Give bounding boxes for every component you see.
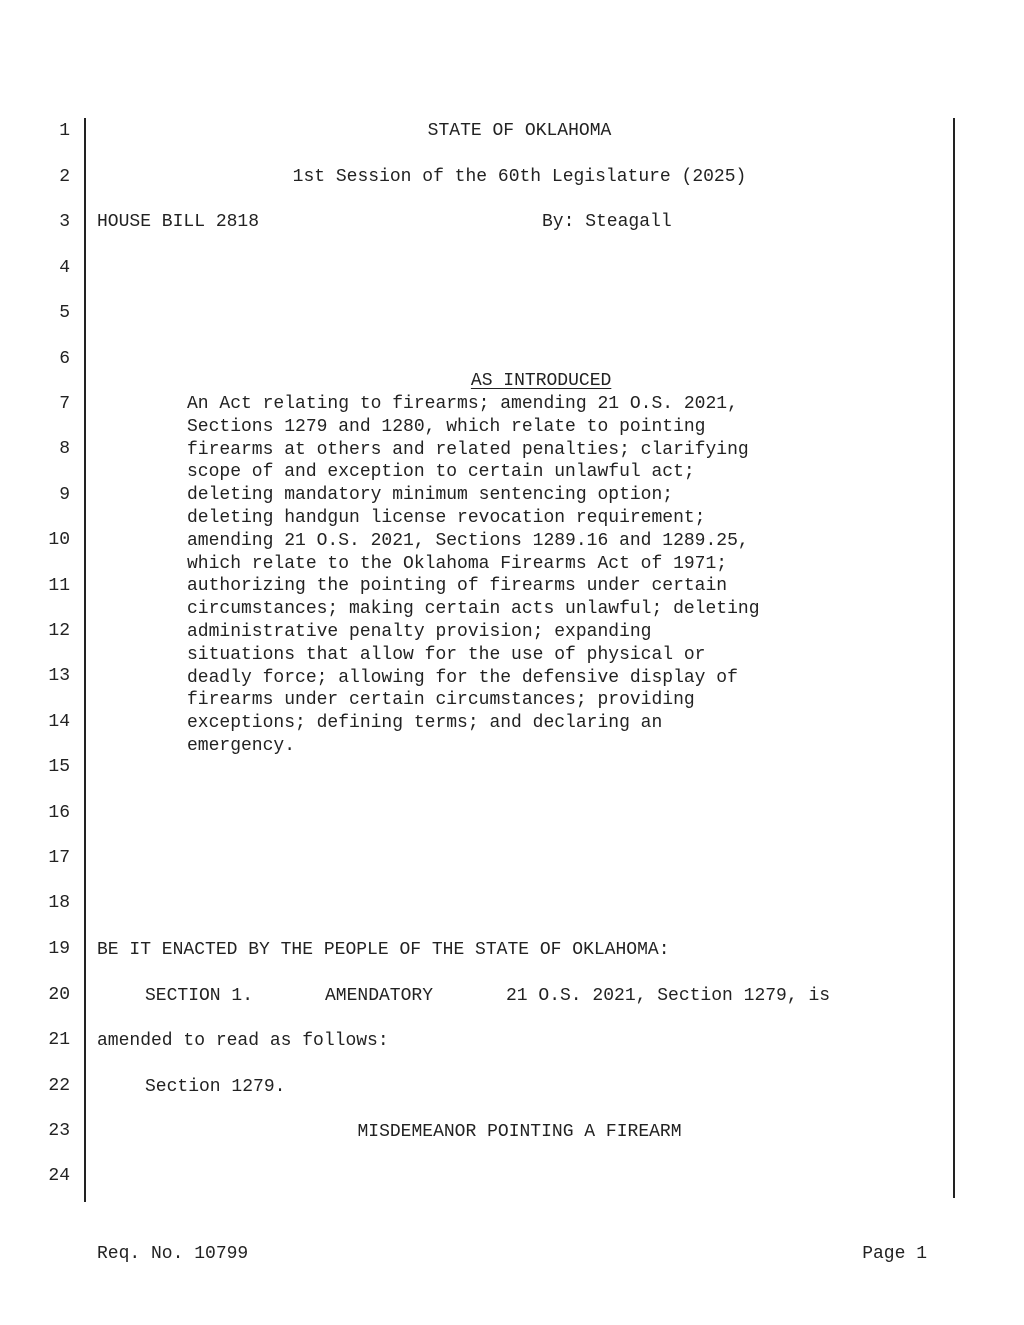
status-text: AS INTRODUCED (470, 371, 612, 391)
amended-line: amended to read as follows: (97, 1031, 389, 1051)
line-number: 5 (59, 303, 70, 323)
title-line: situations that allow for the use of physical or (187, 644, 706, 665)
line-number: 8 (59, 439, 70, 459)
title-line: which relate to the Oklahoma Firearms Act of 1971; (187, 553, 728, 574)
line-number: 24 (48, 1166, 70, 1186)
line-number: 19 (48, 939, 70, 959)
line-number: 23 (48, 1121, 70, 1141)
title-line: authorizing the pointing of firearms under certain (187, 576, 728, 597)
enacting-clause: BE IT ENACTED BY THE PEOPLE OF THE STATE OF OKLAHOMA: (97, 940, 670, 960)
title-line: deleting handgun license revocation requirement; (187, 507, 706, 528)
section-label: SECTION 1. (145, 986, 254, 1006)
title-line: scope of and exception to certain unlawful act; (187, 462, 695, 483)
page-number: Page 1 (862, 1244, 927, 1264)
line-number: 13 (48, 666, 70, 686)
line-number: 18 (48, 893, 70, 913)
session-heading: 1st Session of the 60th Legislature (2025) (292, 167, 747, 187)
line-number: 4 (59, 258, 70, 278)
title-line: Sections 1279 and 1280, which relate to pointing (187, 416, 706, 437)
line-number: 21 (48, 1030, 70, 1050)
section-heading: Section 1279. (145, 1077, 286, 1097)
bill-number: HOUSE BILL 2818 (97, 212, 260, 232)
title-line: exceptions; defining terms; and declaring an (187, 713, 663, 734)
line-number: 12 (48, 621, 70, 641)
line-number: 2 (59, 167, 70, 187)
title-line: amending 21 O.S. 2021, Sections 1289.16 and 1289.25, (187, 530, 749, 551)
title-line: administrative penalty provision; expanding (187, 621, 652, 642)
line-number: 22 (48, 1076, 70, 1096)
state-heading: STATE OF OKLAHOMA (427, 121, 612, 141)
left-margin-rule (84, 118, 86, 1202)
line-number: 3 (59, 212, 70, 232)
line-number: 10 (48, 530, 70, 550)
bill-title (187, 393, 867, 758)
line-number: 6 (59, 349, 70, 369)
title-line: circumstances; making certain acts unlawful; deleting (187, 599, 760, 620)
title-line: firearms at others and related penalties; clarifying (187, 439, 749, 460)
line-number: 17 (48, 848, 70, 868)
line-number: 16 (48, 803, 70, 823)
line-number: 9 (59, 485, 70, 505)
line-number: 11 (48, 576, 70, 596)
line-number: 14 (48, 712, 70, 732)
right-margin-rule (953, 118, 955, 1198)
line-number: 1 (59, 121, 70, 141)
line-number: 20 (48, 985, 70, 1005)
title-line: An Act relating to firearms; amending 21 O.S. 2021, (187, 394, 738, 414)
section-title: MISDEMEANOR POINTING A FIREARM (357, 1122, 682, 1142)
title-line: deadly force; allowing for the defensive display of (187, 667, 738, 688)
title-line: deleting mandatory minimum sentencing option; (187, 485, 674, 506)
title-line: firearms under certain circumstances; providing (187, 690, 695, 711)
bill-author: By: Steagall (542, 212, 672, 232)
title-line: emergency. (187, 735, 296, 756)
request-number: Req. No. 10799 (97, 1244, 249, 1264)
section-reference: 21 O.S. 2021, Section 1279, is (506, 986, 831, 1006)
section-type: AMENDATORY (325, 986, 434, 1006)
line-number: 15 (48, 757, 70, 777)
line-number: 7 (59, 394, 70, 414)
